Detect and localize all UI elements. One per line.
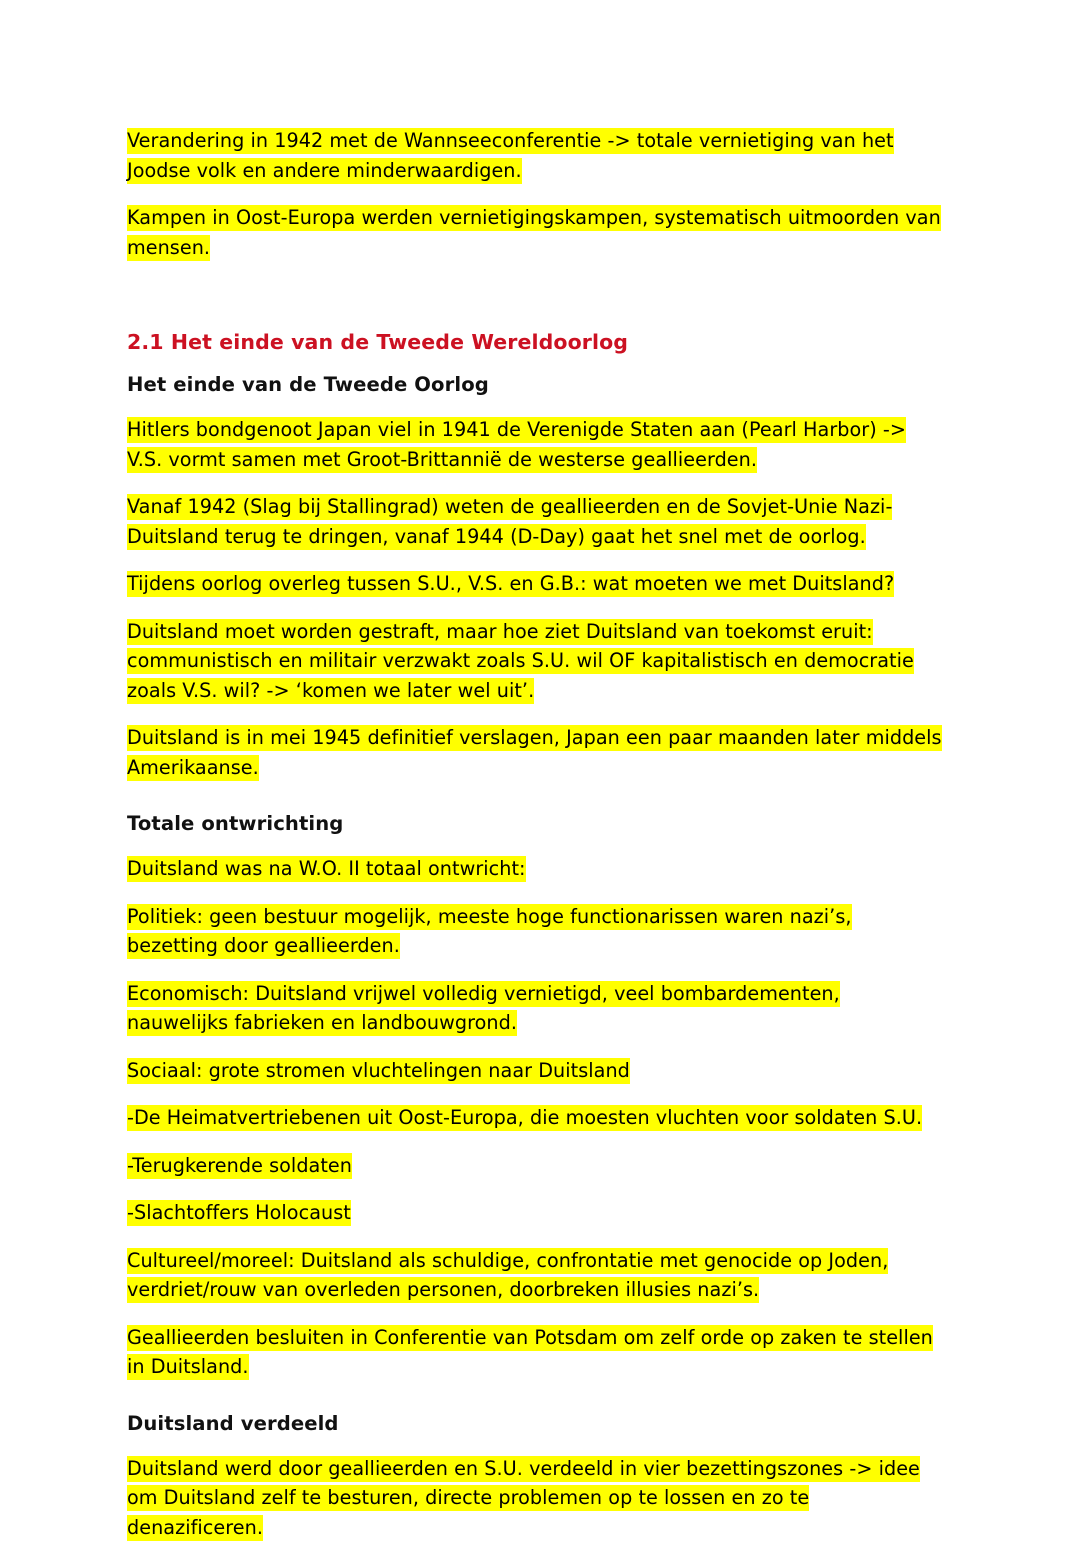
paragraph-potsdam xyxy=(127,1323,945,1382)
highlighted-text: Verandering in 1942 met de Wannseeconferentie -> totale vernietiging van het Joodse volk en andere minderwaardigen. xyxy=(127,128,894,184)
highlighted-text: Duitsland werd door geallieerden en S.U. verdeeld in vier bezettingszones -> idee om Duitsland zelf te besturen, directe problemen op te lossen en zo te denazificeren. xyxy=(127,1456,920,1541)
paragraph-politiek xyxy=(127,902,945,961)
sub-heading-einde-tweede-oorlog: Het einde van de Tweede Oorlog xyxy=(127,371,945,399)
spacer xyxy=(127,280,945,328)
highlighted-text: Duitsland is in mei 1945 definitief verslagen, Japan een paar maanden later middels Amerikaanse. xyxy=(127,725,942,781)
highlighted-text: Kampen in Oost-Europa werden vernietigingskampen, systematisch uitmoorden van mensen. xyxy=(127,205,941,261)
highlighted-text: -Terugkerende soldaten xyxy=(127,1153,352,1179)
paragraph-cultureel-moreel xyxy=(127,1246,945,1305)
paragraph-stalingrad xyxy=(127,492,945,551)
highlighted-text: Cultureel/moreel: Duitsland als schuldige, confrontatie met genocide op Joden, verdriet/rouw van overleden personen, doorbreken illusies nazi’s. xyxy=(127,1248,888,1304)
paragraph-intro-kampen xyxy=(127,203,945,262)
highlighted-text: -De Heimatvertriebenen uit Oost-Europa, die moesten vluchten voor soldaten S.U. xyxy=(127,1105,922,1131)
highlighted-text: Economisch: Duitsland vrijwel volledig vernietigd, veel bombardementen, nauwelijks fabrieken en landbouwgrond. xyxy=(127,981,840,1037)
highlighted-text: Hitlers bondgenoot Japan viel in 1941 de Verenigde Staten aan (Pearl Harbor) -> V.S. vormt samen met Groot-Brittannië de westerse geallieerden. xyxy=(127,417,906,473)
paragraph-bezettingszones xyxy=(127,1454,945,1542)
spacer xyxy=(127,800,945,810)
sub-heading-totale-ontwrichting: Totale ontwrichting xyxy=(127,810,945,838)
paragraph-oorlog-overleg xyxy=(127,569,945,599)
highlighted-text: Vanaf 1942 (Slag bij Stallingrad) weten de geallieerden en de Sovjet-Unie Nazi-Duitsland terug te dringen, vanaf 1944 (D-Day) gaat het snel met de oorlog. xyxy=(127,494,892,550)
paragraph-totaal-ontwricht xyxy=(127,854,945,884)
spacer xyxy=(127,1400,945,1410)
paragraph-heimatvertriebenen xyxy=(127,1103,945,1133)
highlighted-text: -Slachtoffers Holocaust xyxy=(127,1200,351,1226)
section-heading-2-1: 2.1 Het einde van de Tweede Wereldoorlog xyxy=(127,328,945,356)
paragraph-duitsland-gestraft xyxy=(127,617,945,706)
paragraph-intro-wannsee xyxy=(127,126,945,185)
paragraph-terugkerende-soldaten xyxy=(127,1151,945,1181)
paragraph-pearl-harbor xyxy=(127,415,945,474)
paragraph-mei-1945 xyxy=(127,723,945,782)
document-body xyxy=(127,126,945,1542)
paragraph-sociaal xyxy=(127,1056,945,1086)
paragraph-economisch xyxy=(127,979,945,1038)
highlighted-text: Sociaal: grote stromen vluchtelingen naar Duitsland xyxy=(127,1058,630,1084)
sub-heading-duitsland-verdeeld: Duitsland verdeeld xyxy=(127,1410,945,1438)
highlighted-text: Politiek: geen bestuur mogelijk, meeste hoge functionarissen waren nazi’s, bezetting door geallieerden. xyxy=(127,904,852,960)
paragraph-slachtoffers-holocaust xyxy=(127,1198,945,1228)
highlighted-text: Duitsland was na W.O. II totaal ontwricht: xyxy=(127,856,526,882)
highlighted-text: Duitsland moet worden gestraft, maar hoe ziet Duitsland van toekomst eruit: communistisch en militair verzwakt zoals S.U. wil OF kapitalistisch en democratie zoals V.S. wil? -> ‘komen we later wel uit’. xyxy=(127,619,914,704)
highlighted-text: Geallieerden besluiten in Conferentie van Potsdam om zelf orde op zaken te stellen in Duitsland. xyxy=(127,1325,933,1381)
spacer xyxy=(127,356,945,371)
highlighted-text: Tijdens oorlog overleg tussen S.U., V.S. en G.B.: wat moeten we met Duitsland? xyxy=(127,571,894,597)
